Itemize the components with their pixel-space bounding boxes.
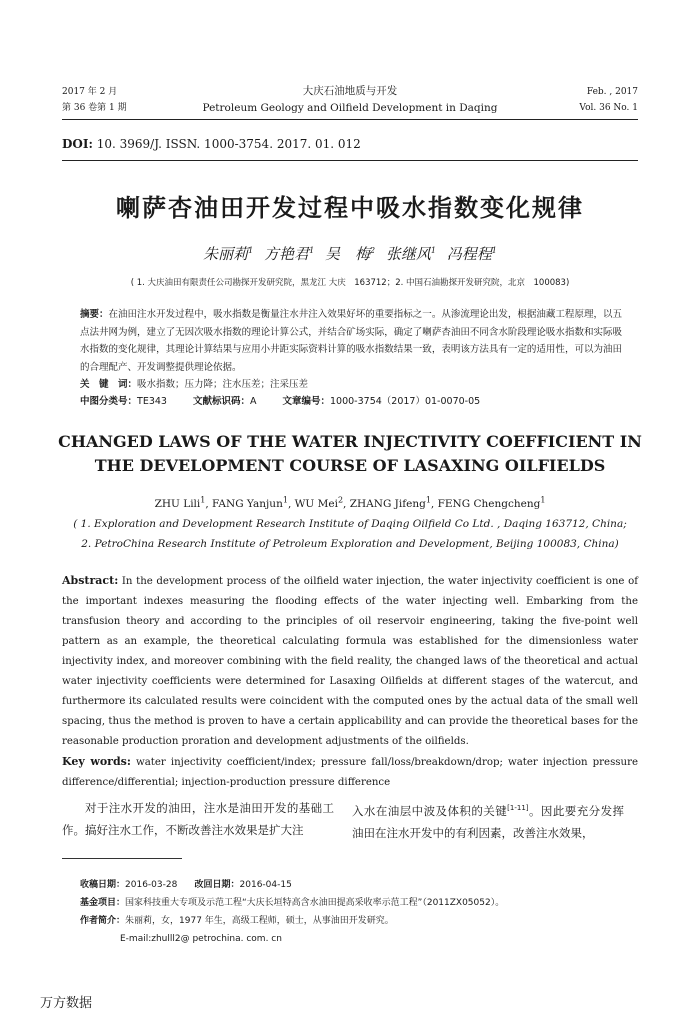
- abstract-text-cn: 在油田注水开发过程中，吸水指数是衡量注水井注入效果好坏的重要指标之一。从渗流理论出发，根据油藏工程原理，以五点法井网为例，建立了无因次吸水指数的理论计算公式，并结合矿场实际，确定了喇萨杏油田不同含水阶段理论吸水指数和实际吸水指数的变化规律，其理论计算结果与应用小井距实际资料计算的吸水指数结果一致，表明该方法具有一定的适用性，可以为油田的合理配产、开发调整提供理论依据。: [80, 309, 622, 373]
- footnote-dates: [80, 876, 640, 894]
- author-cn: 朱丽莉$^1$: [203, 245, 254, 263]
- doi-rule: [62, 160, 638, 161]
- body-column-right: [352, 797, 624, 844]
- abstract-label-en: Abstract:: [62, 574, 119, 587]
- fund-label: 基金项目：: [80, 898, 126, 908]
- title-en-line2: THE DEVELOPMENT COURSE OF LASAXING OILFIELDS: [94, 456, 606, 475]
- affiliation-cn: ( 1. 大庆油田有限责任公司勘探开发研究院，黑龙江 大庆 163712；2. 中国石油勘探开发研究院，北京 100083): [130, 278, 570, 288]
- article-no-value: 1000-3754（2017）01-0070-05: [330, 396, 481, 407]
- article-title-en: [0, 430, 700, 478]
- watermark: 万方数据: [40, 996, 93, 1011]
- doi-value: 10. 3969/J. ISSN. 1000-3754. 2017. 01. 012: [96, 137, 361, 151]
- keywords-cn: 吸水指数；压力降；注水压差；注采压差: [137, 379, 309, 390]
- classification-line: [80, 393, 622, 407]
- body-right-text-b: 。因此要充分发挥油田在注水开发中的有利因素，改善注水效果，: [352, 803, 625, 840]
- received-date: 2016-03-28: [125, 880, 178, 890]
- doc-code-label: 文献标识码：: [192, 396, 250, 407]
- author-en: ZHU Lili$^1$,: [154, 495, 209, 510]
- author-cn: 方艳君$^1$: [264, 245, 315, 263]
- header-volume: 第 36 卷第 1 期: [62, 103, 127, 113]
- revised-label: 改回日期：: [194, 880, 240, 890]
- title-en-line1: CHANGED LAWS OF THE WATER INJECTIVITY COEFFICIENT IN: [58, 432, 642, 451]
- author-en: ZHANG Jifeng$^1$,: [349, 495, 435, 510]
- citation-ref: [1-11]: [507, 804, 529, 812]
- header-date: 2017 年 2 月: [62, 87, 118, 97]
- footnote-rule: [62, 858, 182, 859]
- received-label: 收稿日期：: [80, 880, 126, 890]
- abstract-cn: [80, 306, 622, 394]
- class-label: 中图分类号：: [80, 396, 138, 407]
- author-en: WU Mei$^2$,: [294, 495, 347, 510]
- header-volume-en: Vol. 36 No. 1: [579, 103, 638, 113]
- abstract-label-cn: 摘要：: [80, 309, 109, 320]
- abstract-en: [62, 571, 638, 793]
- journal-name-cn: 大庆石油地质与开发: [302, 85, 398, 97]
- footnote-email: E-mail:zhulll2@ petrochina. com. cn: [120, 934, 282, 944]
- keywords-label-en: Key words:: [62, 755, 131, 768]
- doc-code-value: A: [249, 396, 257, 407]
- author-list-cn: [0, 243, 700, 264]
- class-value: TE343: [137, 396, 167, 407]
- author-bio-label: 作者简介：: [80, 916, 126, 926]
- author-cn: 冯程程$^1$: [446, 245, 497, 263]
- article-no-label: 文章编号：: [282, 396, 330, 407]
- author-en: FANG Yanjun$^1$,: [212, 495, 292, 510]
- footnote: [80, 876, 640, 948]
- header-date-en: Feb. , 2017: [586, 87, 638, 97]
- article-title-cn: 喇萨杏油田开发过程中吸水指数变化规律: [116, 193, 584, 222]
- fund-text: 国家科技重大专项及示范工程“大庆长垣特高含水油田提高采收率示范工程”（2011ZX05052）。: [125, 898, 505, 908]
- affiliation-en-line2: 2. PetroChina Research Institute of Petroleum Exploration and Development, Beijing 100083, China): [81, 538, 619, 550]
- header-rule: [62, 119, 638, 120]
- footnote-author: [80, 912, 640, 930]
- journal-name-en: Petroleum Geology and Oilfield Development in Daqing: [202, 102, 498, 114]
- affiliation-en: [0, 514, 700, 554]
- revised-date: 2016-04-15: [239, 880, 292, 890]
- body-right-text-a: 入水在油层中波及体积的关键: [352, 803, 508, 818]
- doi-line: [62, 137, 361, 151]
- author-list-en: [0, 495, 700, 510]
- author-cn: 张继风$^1$: [385, 245, 436, 263]
- doi-label: DOI:: [62, 137, 93, 151]
- author-en: FENG Chengcheng$^1$: [437, 495, 546, 510]
- footnote-fund: [80, 894, 640, 912]
- abstract-text-en: In the development process of the oilfield water injection, the water injectivity coefficient is one of the important indexes measuring the flooding effects of the water injecting well. Embarking from the transfusion theory and according to the principles of oil reservoir engineering, taking the five-point well pattern as an example, the theoretical calculating formula was established for the dimensionless water injectivity index, and moreover combining with the field reality, the changed laws of the theoretical and actual water injectivity coefficients were determined for Lasaxing Oilfields at different stages of the watercut, and furthermore its calculated results were coincident with the computed ones by the actual data of the small well spacing, thus the method is proven to have a certain applicability and can provide the theoretical bases for the reasonable production proration and development adjustments of the oilfields.: [62, 576, 638, 747]
- keywords-en: water injectivity coefficient/index; pressure fall/loss/breakdown/drop; water injection pressure difference/differential; injection-production pressure difference: [62, 757, 638, 788]
- body-column-left: 对于注水开发的油田，注水是油田开发的基础工作。搞好注水工作，不断改善注水效果是扩大注: [62, 801, 334, 837]
- affiliation-en-line1: ( 1. Exploration and Development Research Institute of Daqing Oilfield Co Ltd. , Daqing 163712, China;: [73, 518, 627, 530]
- keywords-label-cn: 关 键 词：: [80, 379, 138, 390]
- author-bio: 朱丽莉，女，1977 年生，高级工程师，硕士，从事油田开发研究。: [125, 916, 394, 926]
- author-cn: 吴 梅$^2$: [324, 245, 376, 263]
